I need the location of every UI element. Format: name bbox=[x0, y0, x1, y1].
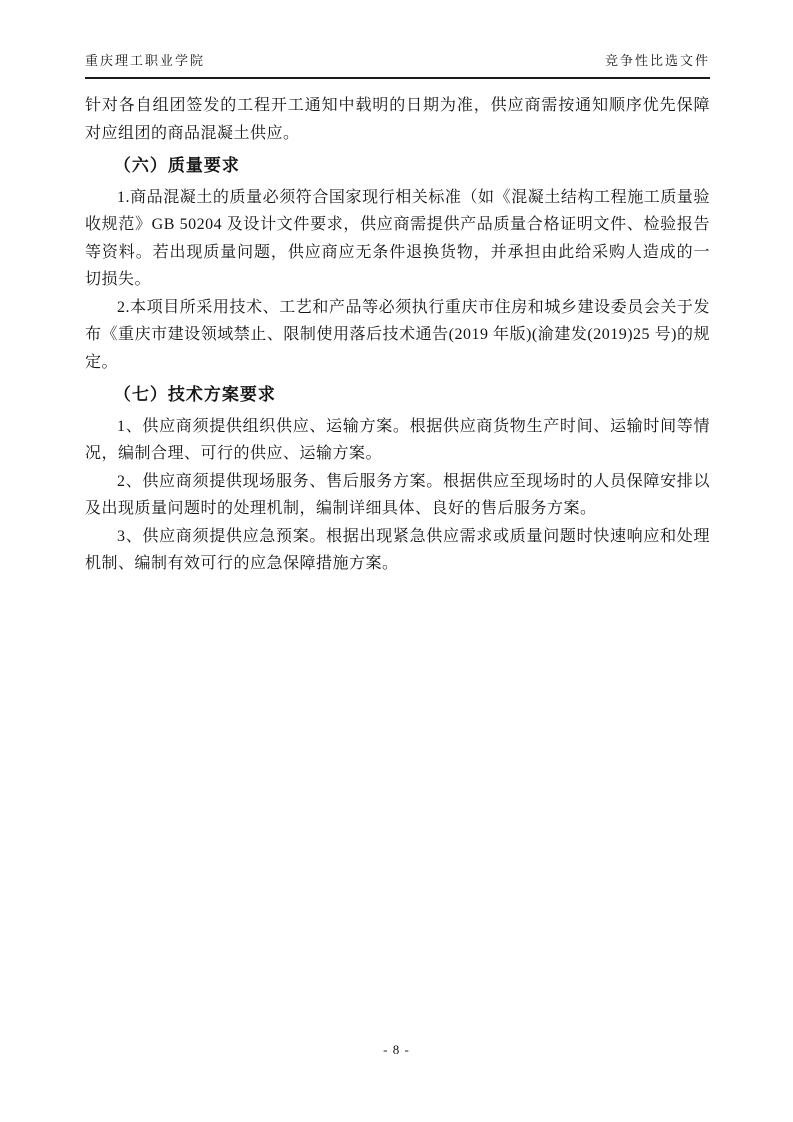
body-paragraph: 3、供应商须提供应急预案。根据出现紧急供应需求或质量问题时快速响应和处理机制、编制有效可行的应急保障措施方案。 bbox=[85, 527, 710, 572]
body-paragraph: 1.商品混凝土的质量必须符合国家现行相关标准（如《混凝土结构工程施工质量验收规范》GB 50204 及设计文件要求，供应商需提供产品质量合格证明文件、检验报告等资料。若出现质量问题，供应商应无条件退换货物，并承担由此给采购人造成的一切损失。 bbox=[85, 188, 710, 288]
sections-container bbox=[85, 152, 710, 578]
page-footer bbox=[0, 1042, 793, 1058]
section-heading: （六）质量要求 bbox=[113, 156, 240, 175]
header-right-title: 竞争性比选文件 bbox=[604, 53, 710, 68]
page-number: - 8 - bbox=[383, 1042, 410, 1057]
body-paragraph: 1、供应商须提供组织供应、运输方案。根据供应商货物生产时间、运输时间等情况，编制合理、可行的供应、运输方案。 bbox=[85, 417, 710, 462]
document-body bbox=[85, 92, 710, 578]
section-heading: （七）技术方案要求 bbox=[113, 385, 276, 404]
intro-paragraph: 针对各自组团签发的工程开工通知中载明的日期为准，供应商需按通知顺序优先保障对应组团的商品混凝土供应。 bbox=[85, 97, 710, 142]
header-left-title: 重庆理工职业学院 bbox=[85, 53, 206, 68]
body-paragraph: 2.本项目所采用技术、工艺和产品等必须执行重庆市住房和城乡建设委员会关于发布《重庆市建设领域禁止、限制使用落后技术通告(2019 年版)(渝建发(2019)25 号)的规定。 bbox=[85, 298, 710, 371]
page-header bbox=[85, 50, 710, 79]
body-paragraph: 2、供应商须提供现场服务、售后服务方案。根据供应至现场时的人员保障安排以及出现质量问题时的处理机制，编制详细具体、良好的售后服务方案。 bbox=[85, 472, 710, 517]
